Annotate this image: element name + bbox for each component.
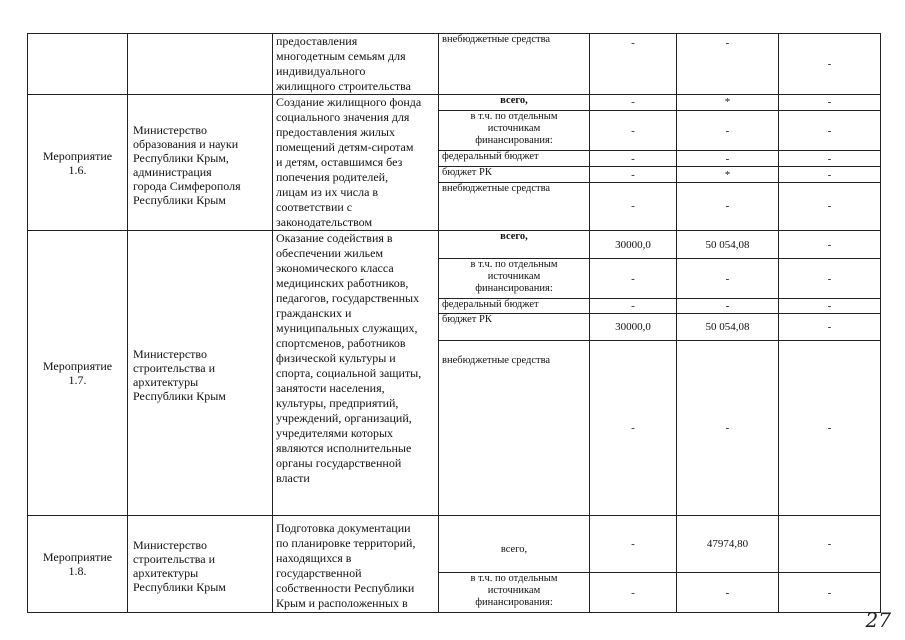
funding-source-total: всего,: [439, 516, 590, 573]
funding-source-total: всего,: [439, 95, 590, 111]
value-cell: -: [590, 95, 677, 111]
funding-source: федеральный бюджет: [439, 299, 590, 314]
value-cell: 30000,0: [590, 314, 677, 341]
measure-label: Мероприятие 1.8.: [28, 516, 128, 613]
measure-name: Подготовка документации по планировке территорий, находящихся в государственной собственности Республики Крым и расположенных в: [273, 516, 439, 613]
table-row: [28, 95, 881, 111]
value-cell: -: [677, 34, 779, 95]
value-cell: *: [677, 167, 779, 183]
funding-source: федеральный бюджет: [439, 151, 590, 167]
program-table: [27, 33, 881, 613]
value-cell: 50 054,08: [677, 231, 779, 259]
page-number: 27: [865, 608, 891, 632]
table-row: [28, 231, 881, 259]
executor-empty: [128, 34, 273, 95]
value-cell: -: [590, 151, 677, 167]
value-cell: -: [677, 151, 779, 167]
funding-source: бюджет РК: [439, 167, 590, 183]
value-cell: -: [779, 167, 881, 183]
value-cell: -: [590, 573, 677, 613]
measure-name: Создание жилищного фонда социального значения для предоставления жилых помещений детям-сиротам и детям, оставшимся без попечения родителей, лицам из их числа в соответствии с законодательством: [273, 95, 439, 231]
measure-label: Мероприятие 1.6.: [28, 95, 128, 231]
value-cell: -: [779, 341, 881, 516]
table-row: [28, 516, 881, 573]
value-cell: -: [779, 516, 881, 573]
value-cell: -: [677, 341, 779, 516]
value-cell: -: [779, 110, 881, 151]
funding-source: в т.ч. по отдельным источникам финансирования:: [439, 259, 590, 299]
value-cell: -: [779, 259, 881, 299]
value-cell: -: [779, 95, 881, 111]
value-cell: -: [590, 110, 677, 151]
value-cell: -: [779, 573, 881, 613]
executor: Министерство строительства и архитектуры Республики Крым: [128, 231, 273, 516]
measure-label-empty: [28, 34, 128, 95]
funding-source-total: всего,: [439, 231, 590, 259]
value-cell: -: [590, 299, 677, 314]
value-cell: -: [590, 259, 677, 299]
value-cell: *: [677, 95, 779, 111]
value-cell: -: [590, 516, 677, 573]
value-cell: 47974,80: [677, 516, 779, 573]
funding-source: внебюджетные средства: [439, 182, 590, 230]
value-cell: -: [779, 231, 881, 259]
measure-label: Мероприятие 1.7.: [28, 231, 128, 516]
measure-name: предоставления многодетным семьям для индивидуального жилищного строительства: [273, 34, 439, 95]
executor: Министерство строительства и архитектуры Республики Крым: [128, 516, 273, 613]
value-cell: -: [677, 110, 779, 151]
funding-source: бюджет РК: [439, 314, 590, 341]
value-cell: 50 054,08: [677, 314, 779, 341]
value-cell: -: [677, 182, 779, 230]
value-cell: -: [590, 182, 677, 230]
program-table-page: [27, 33, 881, 613]
funding-source: внебюджетные средства: [439, 34, 590, 95]
value-cell: -: [779, 151, 881, 167]
value-cell: 30000,0: [590, 231, 677, 259]
measure-name: Оказание содействия в обеспечении жильем экономического класса медицинских работников, педагогов, государственных гражданских и муниципальных служащих, спортсменов, работников физической культуры и спорта, социальной защиты, занятости населения, культуры, предприятий, учреждений, организаций, учредителями которых являются исполнительные органы государственной власти: [273, 231, 439, 516]
value-cell: -: [779, 314, 881, 341]
table-row: [28, 34, 881, 95]
value-cell: -: [779, 34, 881, 95]
value-cell: -: [779, 182, 881, 230]
funding-source: в т.ч. по отдельным источникам финансирования:: [439, 110, 590, 151]
value-cell: -: [590, 34, 677, 95]
funding-source: внебюджетные средства: [439, 341, 590, 516]
funding-source: в т.ч. по отдельным источникам финансирования:: [439, 573, 590, 613]
executor: Министерство образования и науки Республики Крым, администрация города Симферополя Республики Крым: [128, 95, 273, 231]
value-cell: -: [677, 299, 779, 314]
value-cell: -: [779, 299, 881, 314]
value-cell: -: [677, 259, 779, 299]
value-cell: -: [677, 573, 779, 613]
value-cell: -: [590, 167, 677, 183]
value-cell: -: [590, 341, 677, 516]
